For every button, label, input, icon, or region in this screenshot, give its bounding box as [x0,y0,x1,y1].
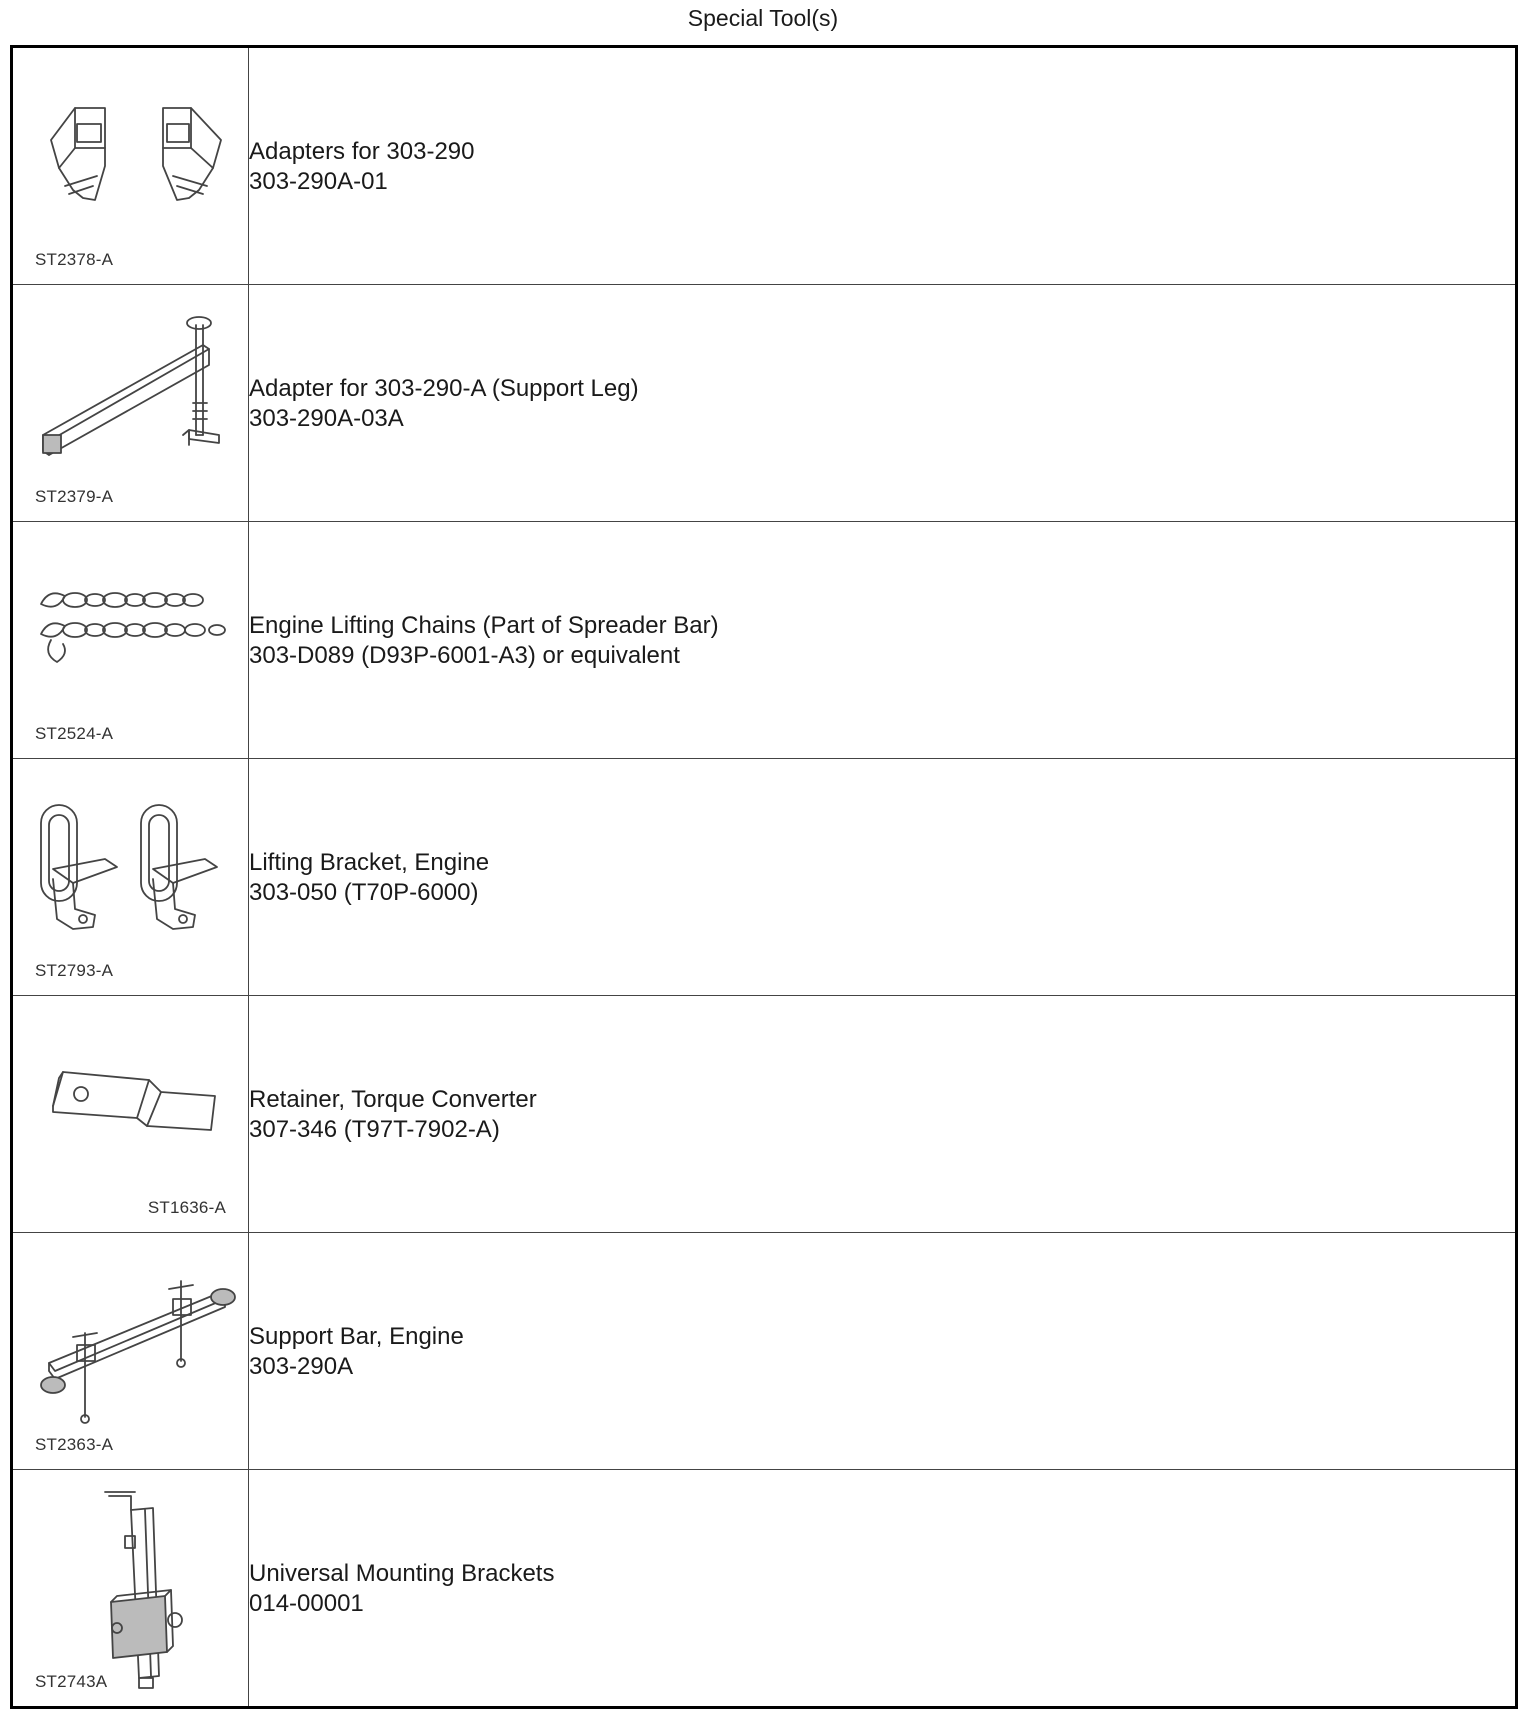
tool-description-cell [249,47,1517,285]
tool-number: 014-00001 [249,1590,364,1617]
tool-number: 303-290A-03A [249,405,404,432]
tool-illustration-cell [12,759,249,996]
tool-number: 303-D089 (D93P-6001-A3) or equivalent [249,642,680,669]
tool-illustration-cell [12,1470,249,1708]
table-row [12,285,1517,522]
tool-illustration-cell [12,285,249,522]
tool-illustration-cell [12,996,249,1233]
lifting-chains-icon [13,522,248,758]
mounting-brackets-icon [13,1470,248,1706]
tool-name: Universal Mounting Brackets [249,1560,555,1587]
table-row [12,522,1517,759]
adapters-icon [13,48,248,284]
tool-number: 303-050 (T70P-6000) [249,879,479,906]
table-row [12,759,1517,996]
support-leg-icon [13,285,248,521]
tool-number: 303-290A-01 [249,168,388,195]
table-row [12,47,1517,285]
retainer-icon [13,996,248,1232]
tool-number: 303-290A [249,1353,354,1380]
tool-description-cell [249,996,1517,1233]
tool-number: 307-346 (T97T-7902-A) [249,1116,500,1143]
tool-code: ST1636-A [147,1198,226,1217]
tool-description-cell [249,1470,1517,1708]
tool-name: Retainer, Torque Converter [249,1086,537,1113]
tool-description-cell [249,285,1517,522]
table-row [12,996,1517,1233]
tool-description-cell [249,522,1517,759]
page-title: Special Tool(s) [687,5,839,31]
tool-code: ST2743A [35,1672,108,1691]
tool-illustration-cell [12,522,249,759]
tool-name: Lifting Bracket, Engine [249,849,490,876]
tool-name: Engine Lifting Chains (Part of Spreader Bar) [249,612,719,639]
tool-name: Support Bar, Engine [249,1323,464,1350]
tool-code: ST2378-A [35,250,114,269]
tool-code: ST2363-A [35,1435,114,1454]
tool-name: Adapter for 303-290-A (Support Leg) [249,375,639,402]
tool-name: Adapters for 303-290 [249,138,475,165]
support-bar-icon [13,1233,248,1469]
special-tools-table [10,45,1518,1709]
tool-illustration-cell [12,1233,249,1470]
tool-code: ST2524-A [35,724,114,743]
tool-illustration-cell [12,47,249,285]
tool-code: ST2793-A [35,961,114,980]
tool-code: ST2379-A [35,487,114,506]
lifting-bracket-icon [13,759,248,995]
tool-description-cell [249,1233,1517,1470]
tool-description-cell [249,759,1517,996]
table-row [12,1233,1517,1470]
table-row [12,1470,1517,1708]
